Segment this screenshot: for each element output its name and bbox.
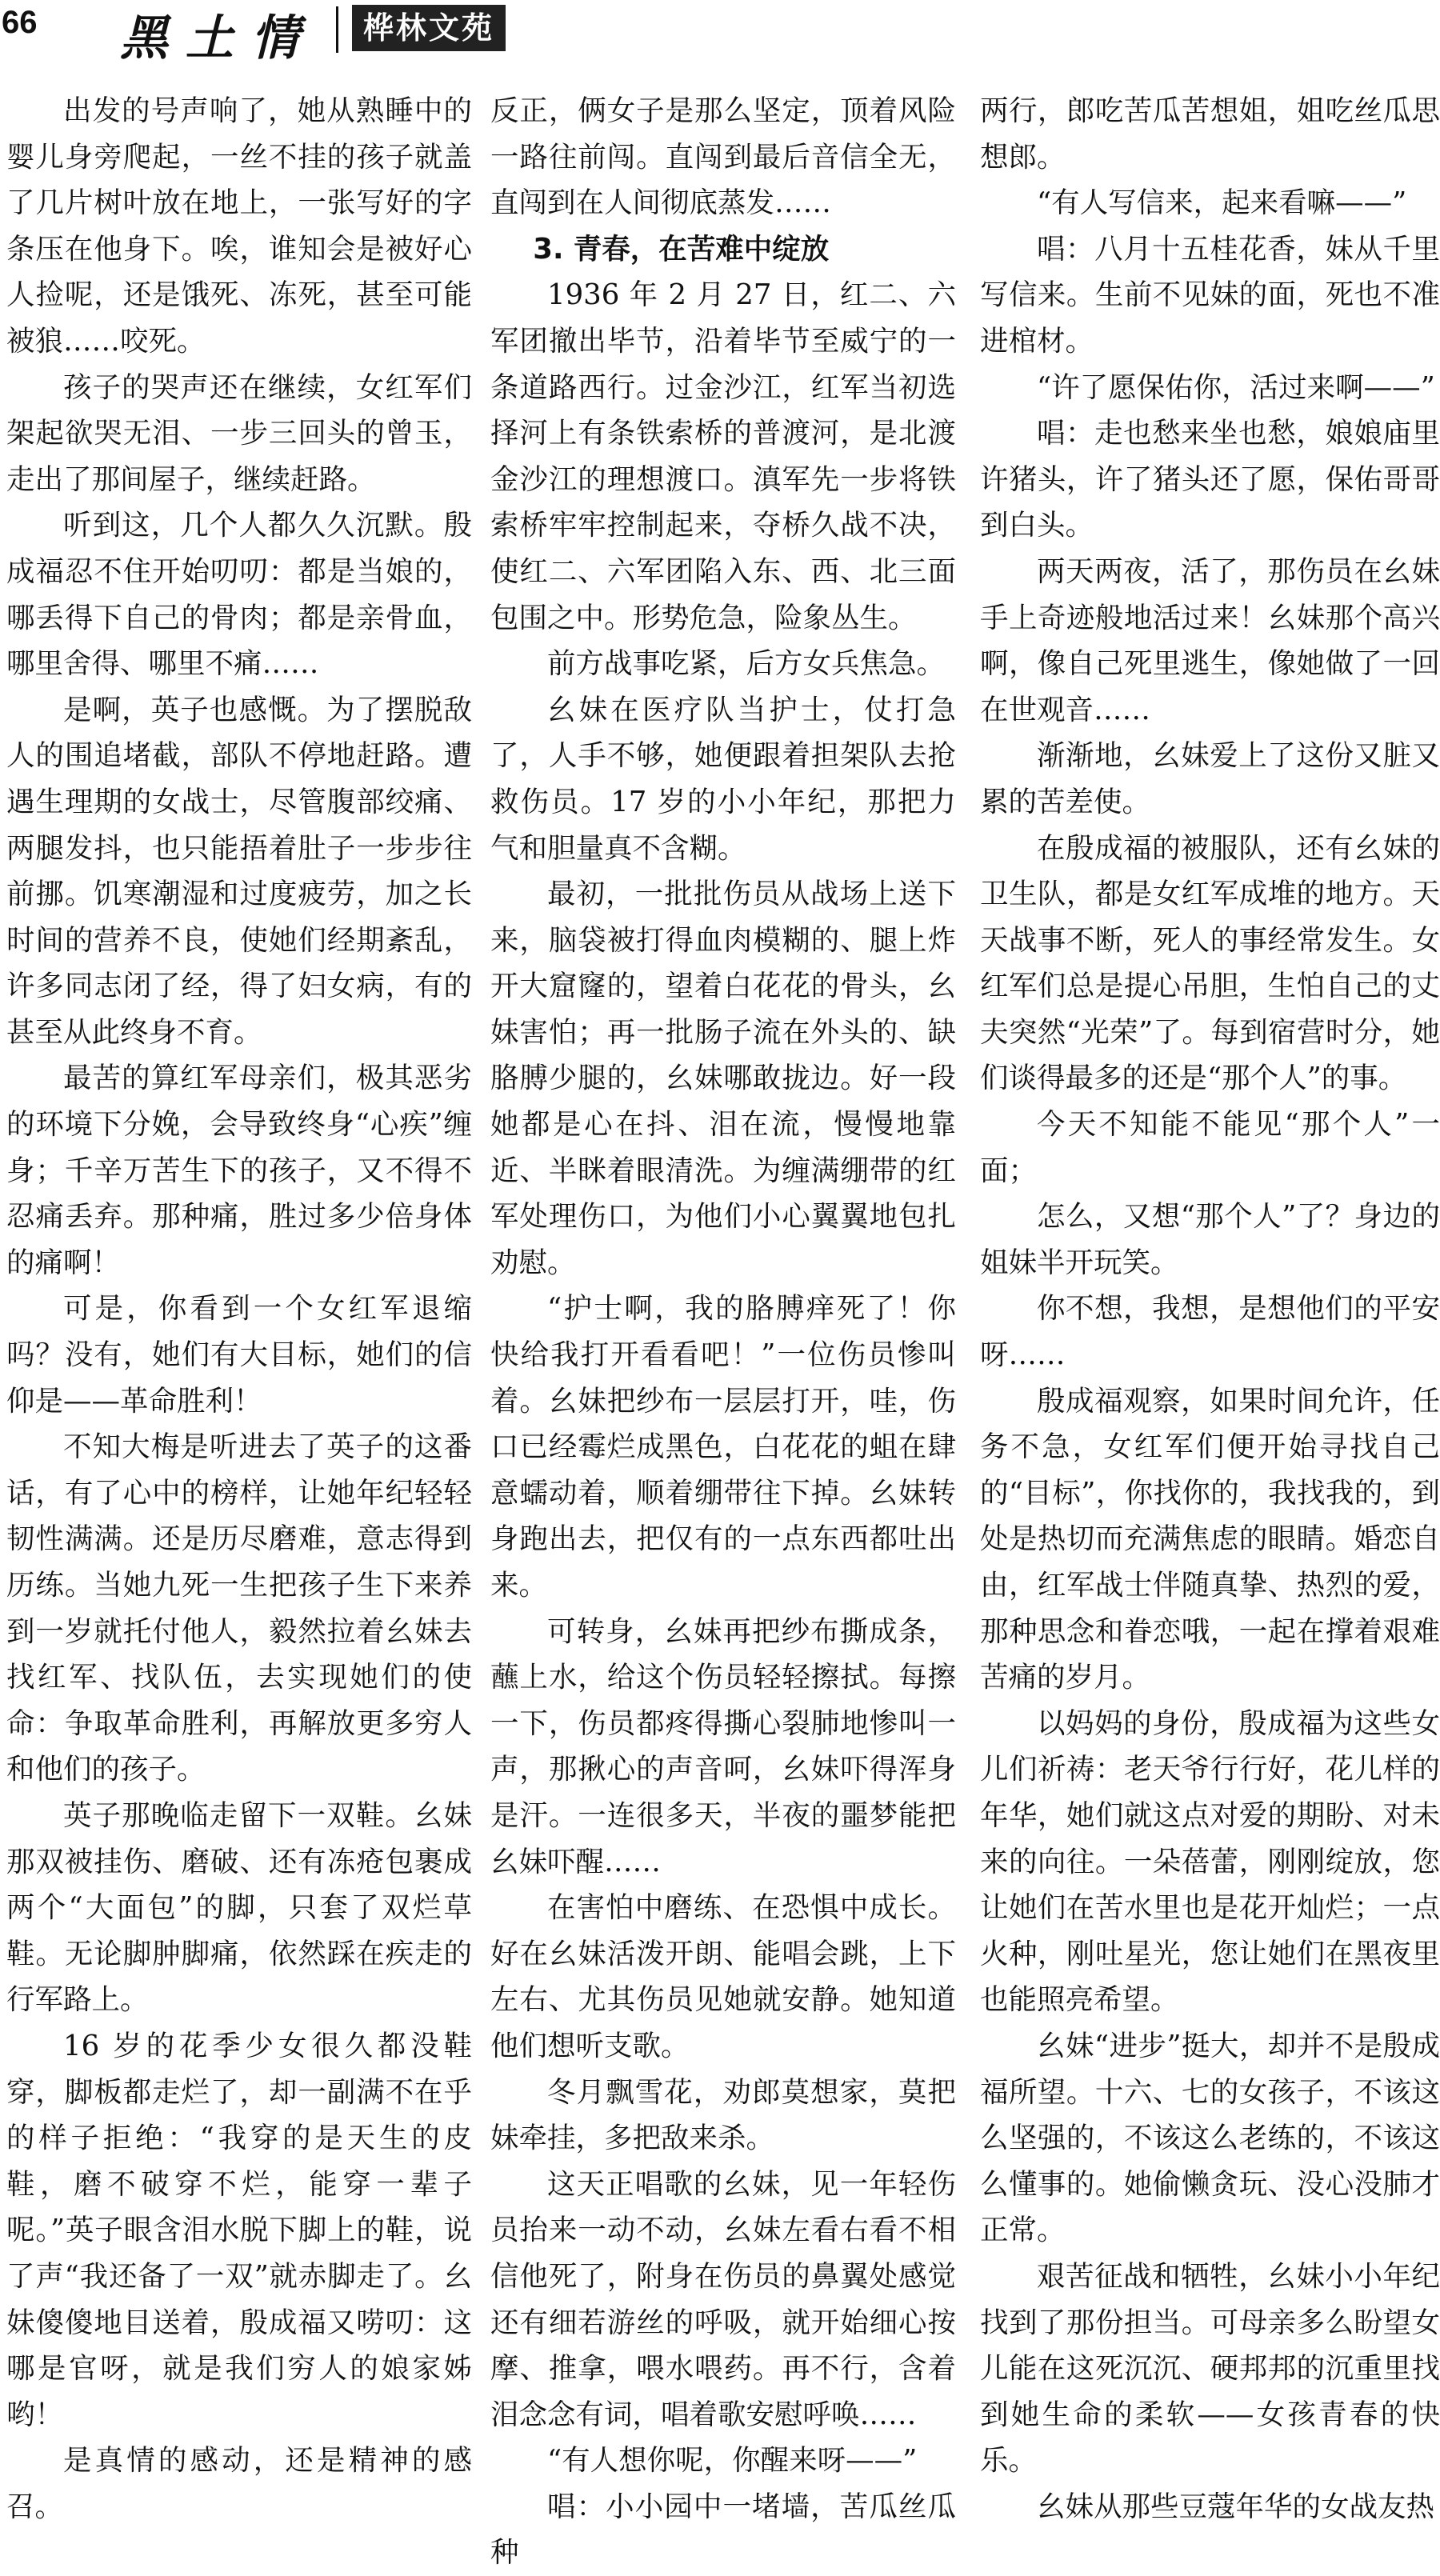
- paragraph: 唱：八月十五桂花香，妹从千里写信来。生前不见妹的面，死也不准进棺材。: [980, 232, 1440, 358]
- paragraph: 渐渐地，幺妹爱上了这份又脏又累的苦差使。: [980, 739, 1440, 818]
- text-column-3: [980, 88, 1440, 2523]
- paragraph: 听到这，几个人都久久沉默。殷成福忍不住开始叨叨：都是当娘的，哪丢得下自己的骨肉；都是亲骨血，哪里舍得、哪里不痛……: [6, 509, 472, 681]
- paragraph: “有人想你呢，你醒来呀——”: [547, 2444, 918, 2478]
- paragraph: 两天两夜，活了，那伤员在幺妹手上奇迹般地活过来！幺妹那个高兴啊，像自己死里逃生，像她做了一回在世观音……: [980, 554, 1440, 726]
- section-heading: 3. 青春，在苦难中绽放: [533, 232, 830, 266]
- magazine-title: 黑土情: [120, 10, 317, 66]
- text-column-2: [490, 88, 956, 2570]
- paragraph: 是真情的感动，还是精神的感召。: [6, 2444, 472, 2523]
- paragraph: 不知大梅是听进去了英子的这番话，有了心中的榜样，让她年纪轻轻韧性满满。还是历尽磨难，意志得到历练。当她九死一生把孩子生下来养到一岁就托付他人，毅然拉着幺妹去找红军、找队伍，去实现她们的使命：争取革命胜利，再解放更多穷人和他们的孩子。: [6, 1430, 472, 1786]
- paragraph: 幺妹从那些豆蔻年华的女战友热: [1037, 2490, 1435, 2523]
- paragraph: 幺妹“进步”挺大，却并不是殷成福所望。十六、七的女孩子，不该这么坚强的，不该这么老练的，不该这么懂事的。她偷懒贪玩、没心没肺才正常。: [980, 2029, 1440, 2247]
- paragraph: 1936 年 2 月 27 日，红二、六军团撤出毕节，沿着毕节至威宁的一条道路西行。过金沙江，红军当初选择河上有条铁索桥的普渡河，是北渡金沙江的理想渡口。滇军先一步将铁索桥牢牢控制起来，夺桥久战不决，使红二、六军团陷入东、西、北三面包围之中。形势危急，险象丛生。: [490, 278, 956, 634]
- paragraph: 是啊，英子也感慨。为了摆脱敌人的围追堵截，部队不停地赶路。遭遇生理期的女战士，尽管腹部绞痛、两腿发抖，也只能捂着肚子一步步往前挪。饥寒潮湿和过度疲劳，加之长时间的营养不良，使她们经期紊乱，许多同志闭了经，得了妇女病，有的甚至从此终身不育。: [6, 693, 472, 1049]
- paragraph: 今天不知能不能见“那个人”一面；: [980, 1108, 1440, 1187]
- paragraph: 你不想，我想，是想他们的平安呀……: [980, 1292, 1440, 1372]
- paragraph: 以妈妈的身份，殷成福为这些女儿们祈祷：老天爷行行好，花儿样的年华，她们就这点对爱的期盼、对未来的向往。一朵蓓蕾，刚刚绽放，您让她们在苦水里也是花开灿烂；一点火种，刚吐星光，您让她们在黑夜里也能照亮希望。: [980, 1706, 1440, 2017]
- paragraph: 可转身，幺妹再把纱布撕成条，蘸上水，给这个伤员轻轻擦拭。每擦一下，伤员都疼得撕心裂肺地惨叫一声，那揪心的声音呵，幺妹吓得浑身是汗。一连很多天，半夜的噩梦能把幺妹吓醒……: [490, 1614, 956, 1878]
- paragraph: 唱：小小园中一堵墙，苦瓜丝瓜种: [490, 2490, 956, 2570]
- paragraph: 幺妹在医疗队当护士，仗打急了，人手不够，她便跟着担架队去抢救伤员。17 岁的小小年纪，那把力气和胆量真不含糊。: [490, 693, 956, 865]
- paragraph: 唱：走也愁来坐也愁，娘娘庙里许猪头，许了猪头还了愿，保佑哥哥到白头。: [980, 417, 1440, 542]
- page-number: 66: [2, 5, 38, 40]
- paragraph: 最初，一批批伤员从战场上送下来，脑袋被打得血肉模糊的、腿上炸开大窟窿的，望着白花花的骨头，幺妹害怕；再一批肠子流在外头的、缺胳膊少腿的，幺妹哪敢拢边。好一段她都是心在抖、泪在流，慢慢地靠近、半眯着眼清洗。为缠满绷带的红军处理伤口，为他们小心翼翼地包扎劝慰。: [490, 878, 956, 1279]
- paragraph: 冬月飘雪花，劝郎莫想家，莫把妹牵挂，多把敌来杀。: [490, 2075, 956, 2155]
- paragraph: 反正，俩女子是那么坚定，顶着风险一路往前闯。直闯到最后音信全无，直闯到在人间彻底蒸发……: [490, 94, 956, 220]
- paragraph: “许了愿保佑你，活过来啊——”: [1037, 370, 1435, 404]
- paragraph: 前方战事吃紧，后方女兵焦急。: [547, 647, 946, 681]
- paragraph: 英子那晚临走留下一双鞋。幺妹那双被挂伤、磨破、还有冻疮包裹成两个“大面包”的脚，只套了双烂草鞋。无论脚肿脚痛，依然踩在疾走的行军路上。: [6, 1798, 472, 2017]
- paragraph: 在害怕中磨练、在恐惧中成长。好在幺妹活泼开朗、能唱会跳，上下左右、尤其伤员见她就安静。她知道他们想听支歌。: [490, 1891, 956, 2062]
- paragraph: 孩子的哭声还在继续，女红军们架起欲哭无泪、一步三回头的曾玉，走出了那间屋子，继续赶路。: [6, 370, 472, 496]
- paragraph: 出发的号声响了，她从熟睡中的婴儿身旁爬起，一丝不挂的孩子就盖了几片树叶放在地上，一张写好的字条压在他身下。唉，谁知会是被好心人捡呢，还是饿死、冻死，甚至可能被狼……咬死。: [6, 94, 472, 358]
- paragraph: “护士啊，我的胳膊痒死了！你快给我打开看看吧！”一位伤员惨叫着。幺妹把纱布一层层打开，哇，伤口已经霉烂成黑色，白花花的蛆在肆意蠕动着，顺着绷带往下掉。幺妹转身跑出去，把仅有的一点东西都吐出来。: [490, 1292, 956, 1602]
- paragraph: 殷成福观察，如果时间允许，任务不急，女红军们便开始寻找自己的“目标”，你找你的，我找我的，到处是热切而充满焦虑的眼睛。婚恋自由，红军战士伴随真挚、热烈的爱，那种思念和眷恋哦，一起在撑着艰难苦痛的岁月。: [980, 1384, 1440, 1694]
- text-column-1: [6, 88, 472, 2523]
- paragraph: “有人写信来，起来看嘛——”: [1037, 186, 1407, 220]
- paragraph: 艰苦征战和牺牲，幺妹小小年纪找到了那份担当。可母亲多么盼望女儿能在这死沉沉、硬邦邦的沉重里找到她生命的柔软——女孩青春的快乐。: [980, 2259, 1440, 2478]
- paragraph: 两行，郎吃苦瓜苦想姐，姐吃丝瓜思想郎。: [980, 94, 1440, 174]
- paragraph: 怎么，又想“那个人”了？身边的姐妹半开玩笑。: [980, 1200, 1440, 1279]
- page-header: [0, 0, 1440, 64]
- paragraph: 最苦的算红军母亲们，极其恶劣的环境下分娩，会导致终身“心疾”缠身；千辛万苦生下的孩子，又不得不忍痛丢弃。那种痛，胜过多少倍身体的痛啊！: [6, 1062, 472, 1279]
- section-label: 桦林文苑: [352, 5, 506, 51]
- paragraph: 可是，你看到一个女红军退缩吗？没有，她们有大目标，她们的信仰是——革命胜利！: [6, 1292, 472, 1418]
- paragraph: 16 岁的花季少女很久都没鞋穿，脚板都走烂了，却一副满不在乎的样子拒绝：“我穿的是天生的皮鞋，磨不破穿不烂，能穿一辈子呢。”英子眼含泪水脱下脚上的鞋，说了声“我还备了一双”就赤脚走了。幺妹傻傻地目送着，殷成福又唠叨：这哪是官呀，就是我们穷人的娘家姊哟！: [6, 2029, 472, 2431]
- paragraph: 这天正唱歌的幺妹，见一年轻伤员抬来一动不动，幺妹左看右看不相信他死了，附身在伤员的鼻翼处感觉还有细若游丝的呼吸，就开始细心按摩、推拿，喂水喂药。再不行，含着泪念念有词，唱着歌安慰呼唤……: [490, 2167, 956, 2431]
- paragraph: 在殷成福的被服队，还有幺妹的卫生队，都是女红军成堆的地方。天天战事不断，死人的事经常发生。女红军们总是提心吊胆，生怕自己的丈夫突然“光荣”了。每到宿营时分，她们谈得最多的还是“那个人”的事。: [980, 831, 1440, 1095]
- header-divider: [336, 6, 338, 53]
